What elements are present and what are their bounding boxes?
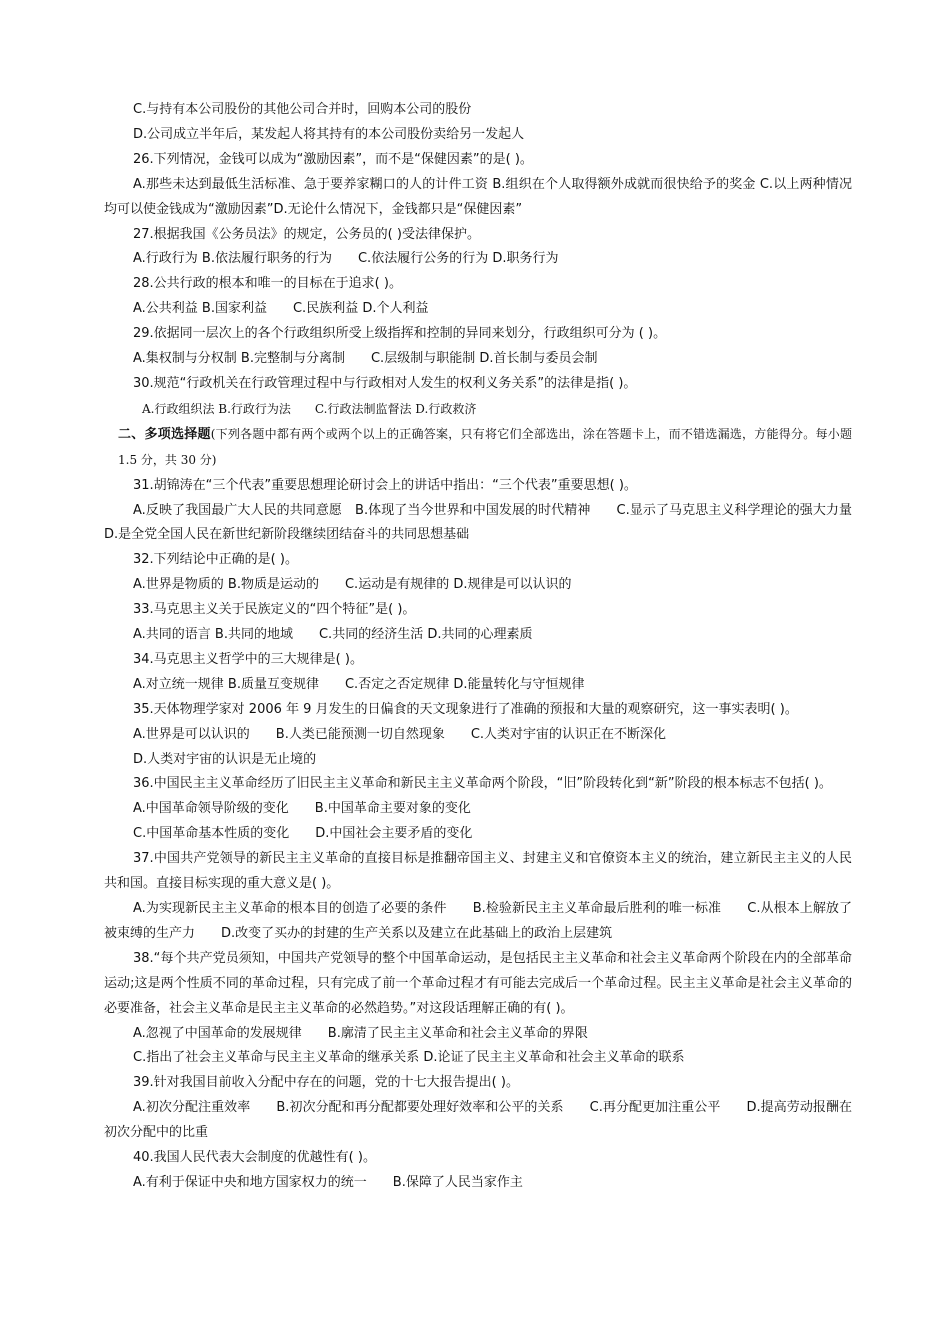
options-27: A.行政行为 B.依法履行职务的行为 C.依法履行公务的行为 D.职务行为 [133,251,559,267]
option-line: D.公司成立半年后，某发起人将其持有的本公司股份卖给另一发起人 [133,126,525,142]
question-32: 32.下列结论中正确的是( )。 [133,552,298,568]
options-38-ab: A.忽视了中国革命的发展规律 B.廓清了民主主义革命和社会主义革命的界限 [133,1025,588,1041]
options-33: A.共同的语言 B.共同的地域 C.共同的经济生活 D.共同的心理素质 [133,627,533,643]
section-2-header [104,422,852,474]
options-35-a: A.世界是可以认识的 B.人类已能预测一切自然现象 C.人类对宇宙的认识正在不断深化 [133,726,667,742]
question-35: 35.天体物理学家对 2006 年 9 月发生的日偏食的天文现象进行了准确的预报和大量的观察研究，这一事实表明( )。 [133,701,798,717]
options-31: A.反映了我国最广大人民的共同意愿 B.体现了当今世界和中国发展的时代精神 C.显示了马克思主义科学理论的强大力量 D.是全党全国人民在新世纪新阶段继续团结奋斗的共同思想基础 [104,502,852,543]
question-31: 31.胡锦涛在“三个代表”重要思想理论研讨会上的讲话中指出：“三个代表”重要思想( )。 [133,477,637,493]
options-34: A.对立统一规律 B.质量互变规律 C.否定之否定规律 D.能量转化与守恒规律 [133,676,585,692]
section-2-note: (下列各题中都有两个或两个以上的正确答案，只有将它们全部选出，涂在答题卡上，而不错选漏选，方能得分。每小题 1.5 分，共 30 分) [118,426,852,467]
question-26: 26.下列情况，金钱可以成为“激励因素”，而不是“保健因素”的是( )。 [133,151,533,167]
document-page [104,98,852,1196]
options-37: A.为实现新民主主义革命的根本目的创造了必要的条件 B.检验新民主主义革命最后胜利的唯一标准 C.从根本上解放了被束缚的生产力 D.改变了买办的封建的生产关系以及建立在此基础上的政治上层建筑 [104,901,852,941]
options-36-cd: C.中国革命基本性质的变化 D.中国社会主要矛盾的变化 [133,826,473,842]
question-29: 29.依据同一层次上的各个行政组织所受上级指挥和控制的异同来划分，行政组织可分为 ( )。 [133,326,667,342]
option-line: C.与持有本公司股份的其他公司合并时，回购本公司的股份 [133,102,472,117]
options-39: A.初次分配注重效率 B.初次分配和再分配都要处理好效率和公平的关系 C.再分配更加注重公平 D.提高劳动报酬在初次分配中的比重 [104,1100,852,1141]
question-27: 27.根据我国《公务员法》的规定，公务员的( )受法律保护。 [133,226,480,242]
options-36-ab: A.中国革命领导阶级的变化 B.中国革命主要对象的变化 [133,801,471,817]
options-38-cd: C.指出了社会主义革命与民主主义革命的继承关系 D.论证了民主主义革命和社会主义革命的联系 [133,1050,685,1066]
section-2-heading: 二、多项选择题 [118,426,211,442]
question-36: 36.中国民主主义革命经历了旧民主主义革命和新民主主义革命两个阶段，“旧”阶段转化到“新”阶段的根本标志不包括( )。 [133,776,832,792]
options-26: A.那些未达到最低生活标准、急于要养家糊口的人的计件工资 B.组织在个人取得额外成就而很快给予的奖金 C.以上两种情况均可以使金钱成为“激励因素”D.无论什么情况下，金钱都只是“保健因素” [104,176,852,217]
options-29: A.集权制与分权制 B.完整制与分离制 C.层级制与职能制 D.首长制与委员会制 [133,351,598,367]
options-35-d: D.人类对宇宙的认识是无止境的 [133,751,317,767]
question-28: 28.公共行政的根本和唯一的目标在于追求( )。 [133,276,402,292]
options-40: A.有利于保证中央和地方国家权力的统一 B.保障了人民当家作主 [133,1174,523,1190]
question-37: 37.中国共产党领导的新民主主义革命的直接目标是推翻帝国主义、封建主义和官僚资本主义的统治，建立新民主主义的人民共和国。直接目标实现的重大意义是( )。 [104,851,852,892]
question-40: 40.我国人民代表大会制度的优越性有( )。 [133,1150,376,1166]
options-32: A.世界是物质的 B.物质是运动的 C.运动是有规律的 D.规律是可以认识的 [133,577,572,593]
question-33: 33.马克思主义关于民族定义的“四个特征”是( )。 [133,602,416,618]
question-34: 34.马克思主义哲学中的三大规律是( )。 [133,651,363,667]
question-30: 30.规范“行政机关在行政管理过程中与行政相对人发生的权利义务关系”的法律是指( )。 [133,375,637,391]
options-30: A.行政组织法 B.行政行为法 C.行政法制监督法 D.行政救济 [142,401,477,416]
question-38: 38.“每个共产党员须知，中国共产党领导的整个中国革命运动，是包括民主主义革命和社会主义革命两个阶段在内的全部革命运动;这是两个性质不同的革命过程，只有完成了前一个革命过程才有可能去完成后一个革命过程。民主主义革命是社会主义革命的必要准备，社会主义革命是民主主义革命的必然趋势。”对这段话理解正确的有( )。 [104,950,852,1016]
question-39: 39.针对我国目前收入分配中存在的问题，党的十七大报告提出( )。 [133,1075,519,1091]
options-28: A.公共利益 B.国家利益 C.民族利益 D.个人利益 [133,301,429,317]
